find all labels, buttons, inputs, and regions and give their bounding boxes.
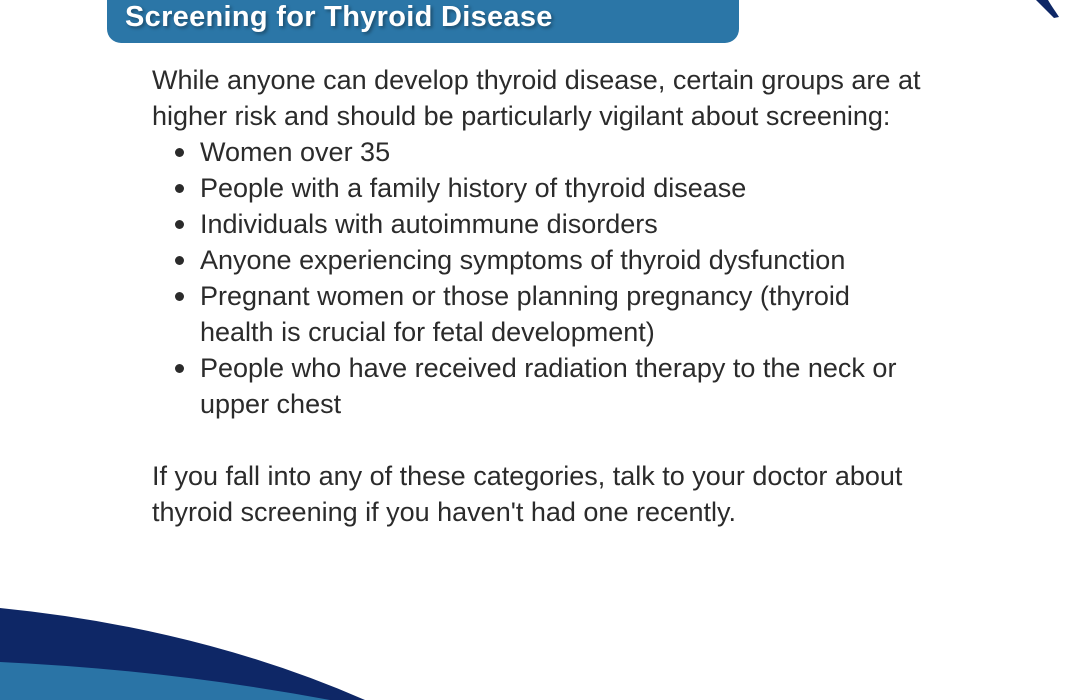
corner-swoosh-icon <box>1000 0 1080 40</box>
bottom-wave-graphic <box>0 600 1080 700</box>
list-item <box>152 134 896 170</box>
list-item-text: health is crucial for fetal development) <box>200 317 655 347</box>
list-item-text: People with a family history of thyroid disease <box>200 173 747 203</box>
risk-group-list <box>152 134 896 422</box>
bullet-dot-icon <box>175 184 184 193</box>
title-banner <box>107 0 739 43</box>
list-item-text: Pregnant women or those planning pregnancy (thyroid <box>200 281 850 311</box>
bullet-dot-icon <box>175 256 184 265</box>
list-item-text: upper chest <box>200 389 342 419</box>
list-item <box>152 170 896 206</box>
closing-line: thyroid screening if you haven't had one recently. <box>152 497 737 527</box>
intro-paragraph <box>152 62 920 134</box>
bullet-dot-icon <box>175 364 184 373</box>
closing-line: If you fall into any of these categories, talk to your doctor about <box>152 461 903 491</box>
list-item <box>152 350 896 422</box>
bullet-dot-icon <box>175 148 184 157</box>
bullet-dot-icon <box>175 220 184 229</box>
list-item <box>152 278 896 350</box>
bullet-dot-icon <box>175 292 184 301</box>
intro-line: While anyone can develop thyroid disease, certain groups are at <box>152 65 921 95</box>
list-item <box>152 206 896 242</box>
list-item-text: Individuals with autoimmune disorders <box>200 209 658 239</box>
list-item-text: Anyone experiencing symptoms of thyroid dysfunction <box>200 245 846 275</box>
list-item <box>152 242 896 278</box>
list-item-text: Women over 35 <box>200 137 391 167</box>
list-item-text: People who have received radiation therapy to the neck or <box>200 353 897 383</box>
page-title: Screening for Thyroid Disease <box>125 0 553 33</box>
intro-line: higher risk and should be particularly vigilant about screening: <box>152 101 891 131</box>
closing-paragraph <box>152 458 902 530</box>
